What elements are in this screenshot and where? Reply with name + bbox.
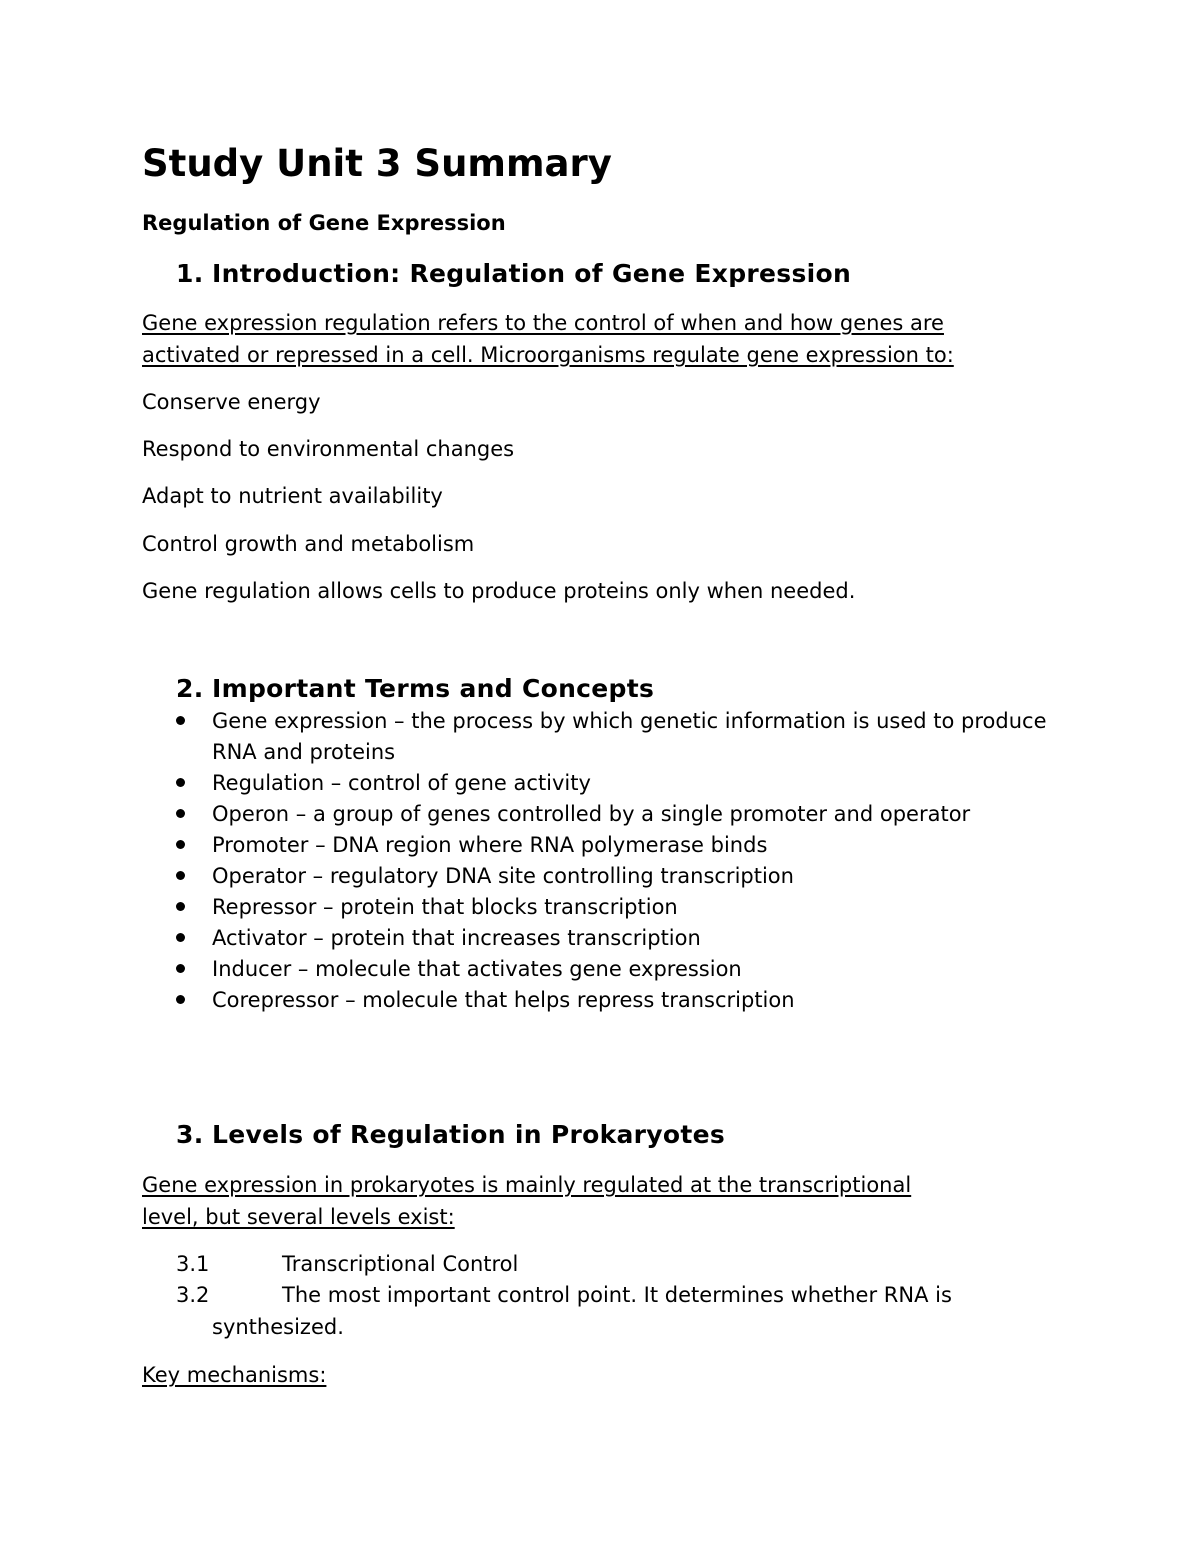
list-item-text: Repressor – protein that blocks transcription: [212, 895, 678, 919]
list-item: Respond to environmental changes: [142, 437, 515, 461]
list-item-text: Gene expression – the process by which genetic information is used to produce RNA and proteins: [212, 709, 1047, 764]
list-item-text: Operator – regulatory DNA site controlling transcription: [212, 864, 794, 888]
list-item: [172, 861, 1072, 892]
subsection-text: The most important control point. It determines whether RNA is: [282, 1283, 952, 1307]
bullet-icon: [176, 778, 185, 787]
subsection-3-1: [176, 1248, 518, 1280]
list-item: Adapt to nutrient availability: [142, 484, 443, 508]
section-2-heading: [176, 671, 654, 707]
subsection-number: 3.2: [176, 1283, 210, 1307]
subsection-3-2-continuation: synthesized.: [212, 1315, 344, 1339]
bullet-icon: [176, 995, 185, 1004]
section-heading-text: Important Terms and Concepts: [212, 674, 655, 703]
list-item: [172, 923, 1072, 954]
list-item-text: Corepressor – molecule that helps repress transcription: [212, 988, 795, 1012]
bullet-icon: [176, 716, 185, 725]
list-item-text: Promoter – DNA region where RNA polymerase binds: [212, 833, 768, 857]
list-item-text: Operon – a group of genes controlled by a single promoter and operator: [212, 802, 971, 826]
list-item: Conserve energy: [142, 390, 321, 414]
section-heading-text: Introduction: Regulation of Gene Expression: [212, 259, 852, 288]
section-number: 1.: [176, 259, 204, 288]
bullet-icon: [176, 840, 185, 849]
section-1-closing: Gene regulation allows cells to produce proteins only when needed.: [142, 579, 856, 603]
bullet-icon: [176, 871, 185, 880]
list-item: [172, 706, 1072, 768]
list-item-text: Regulation – control of gene activity: [212, 771, 591, 795]
bullet-icon: [176, 809, 185, 818]
list-item-text: Activator – protein that increases transcription: [212, 926, 701, 950]
section-number: 3.: [176, 1120, 204, 1149]
section-1-heading: [176, 256, 851, 292]
section-number: 2.: [176, 674, 204, 703]
list-item-text: Inducer – molecule that activates gene expression: [212, 957, 742, 981]
section-heading-text: Levels of Regulation in Prokaryotes: [212, 1120, 726, 1149]
list-item: [172, 768, 1072, 799]
subsection-text: Transcriptional Control: [282, 1252, 519, 1276]
subsection-3-2: [176, 1279, 952, 1311]
section-3-intro-line-2: level, but several levels exist:: [142, 1205, 455, 1229]
document-subtitle: Regulation of Gene Expression: [142, 211, 506, 235]
bullet-icon: [176, 964, 185, 973]
list-item: [172, 799, 1072, 830]
list-item: Control growth and metabolism: [142, 532, 475, 556]
list-item: [172, 954, 1072, 985]
section-1-intro-line-2: activated or repressed in a cell. Microorganisms regulate gene expression to:: [142, 343, 954, 367]
section-1-intro-line-1: Gene expression regulation refers to the control of when and how genes are: [142, 311, 944, 335]
list-item: [172, 892, 1072, 923]
section-3-heading: [176, 1117, 725, 1153]
subsection-number: 3.1: [176, 1252, 210, 1276]
key-mechanisms-label: Key mechanisms:: [142, 1363, 327, 1387]
section-3-intro-line-1: Gene expression in prokaryotes is mainly regulated at the transcriptional: [142, 1173, 912, 1197]
bullet-icon: [176, 933, 185, 942]
list-item: [172, 985, 1072, 1016]
list-item: [172, 830, 1072, 861]
terms-bullet-list: [172, 706, 1072, 1016]
document-title: Study Unit 3 Summary: [142, 142, 612, 185]
bullet-icon: [176, 902, 185, 911]
